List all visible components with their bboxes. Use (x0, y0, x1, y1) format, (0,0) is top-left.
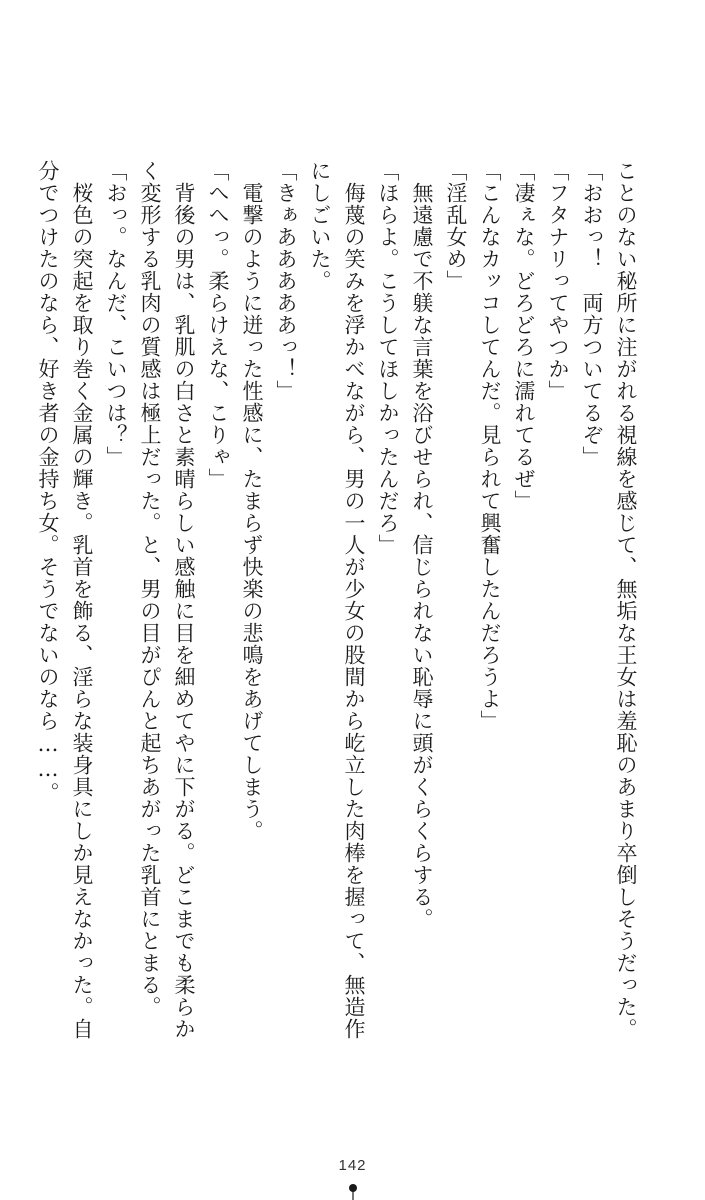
text-line: 「こんなカッコしてんだ。見られて興奮したんだろうよ」 (478, 160, 502, 732)
text-line: 「きぁあああああっ！」 (274, 160, 298, 402)
text-line: 無遠慮で不躾な言葉を浴びせられ、信じられない恥辱に頭がくらくらする。 (410, 160, 434, 930)
text-line: 「淫乱女め」 (444, 160, 468, 292)
text-line: 「ほらよ。こうしてほしかったんだろ」 (376, 160, 400, 556)
text-line: 背後の男は、乳肌の白さと素晴らしい感触に目を細めてやに下がる。どこまでも柔らか (172, 160, 196, 1040)
text-line: 「へへっ。柔らけえな、こりゃ」 (206, 160, 230, 490)
text-line: 侮蔑の笑みを浮かべながら、男の一人が少女の股間から屹立した肉棒を握って、無造作 (342, 160, 366, 1040)
text-line: 「フタナリってやつか」 (546, 160, 570, 402)
text-line: 「凄ぇな。どろどろに濡れてるぜ」 (512, 160, 536, 512)
text-line: にしごいた。 (308, 160, 332, 292)
text-line: 「おおっ！ 両方ついてるぞ」 (580, 160, 604, 468)
text-line: 桜色の突起を取り巻く金属の輝き。乳首を飾る、淫らな装身具にしか見えなかった。自 (70, 160, 94, 1040)
text-line: く変形する乳肉の質感は極上だった。と、男の目がぴんと起ちあがった乳首にとまる。 (138, 160, 162, 1018)
page-number: 142 (338, 1157, 367, 1174)
text-line: 分でつけたのなら、好き者の金持ち女。そうでないのなら……。 (36, 160, 60, 804)
vertical-text-block (31, 160, 643, 1040)
text-line: ことのない秘所に注がれる視線を感じて、無垢な王女は羞恥のあまり卒倒しそうだった。 (614, 160, 638, 1040)
page-marker-icon (345, 1180, 361, 1200)
text-line: 電撃のように迸った性感に、たまらず快楽の悲鳴をあげてしまう。 (240, 160, 264, 842)
text-line: 「おっ。なんだ、こいつは？」 (104, 160, 128, 468)
